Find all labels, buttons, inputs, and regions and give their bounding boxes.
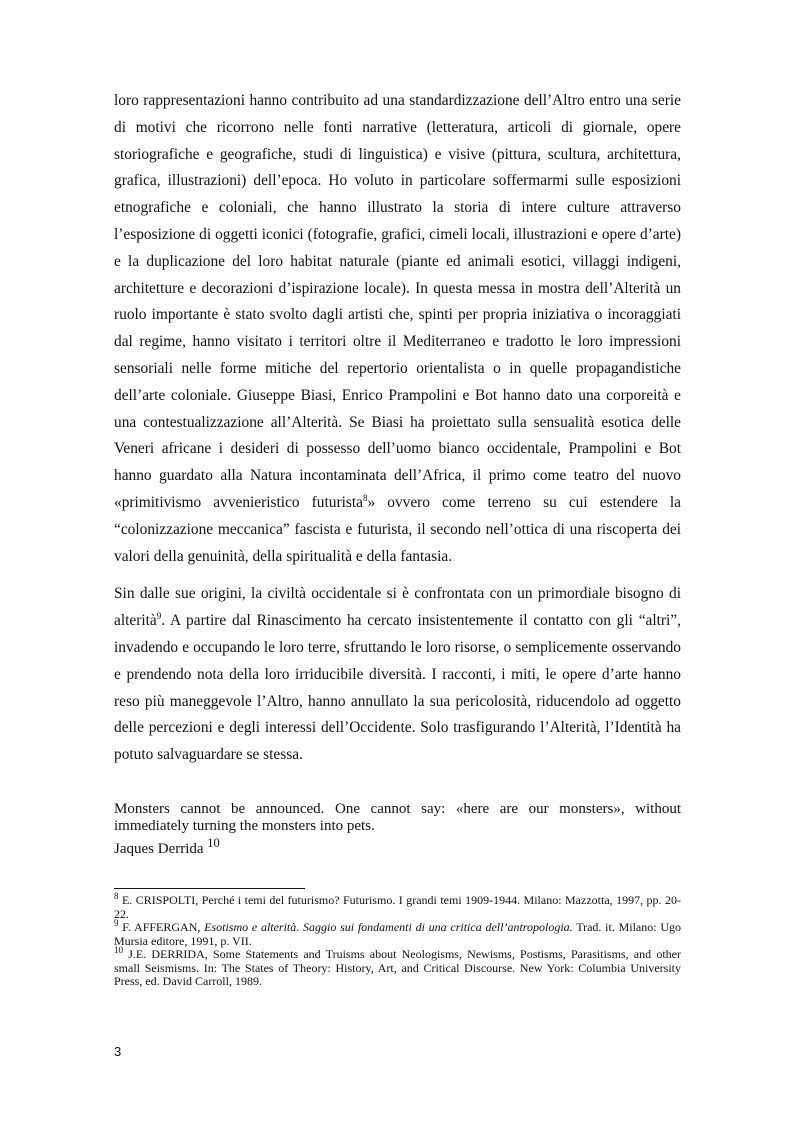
footnote-ref-8[interactable]: 8	[362, 492, 368, 503]
paragraph-text: loro rappresentazioni hanno contribuito ad una standardizzazione dell’Altro entro una serie di motivi che ricorrono nelle fonti narrative (letteratura, articoli di giornale, opere storiografiche e geografiche, studi di linguistica) e visive (pittura, scultura, architettura, grafica, illustrazioni) dell’epoca. Ho voluto in particolare soffermarmi sulle esposizioni etnografiche e coloniali, che hanno illustrato la storia di intere culture attraverso l’esposizione di oggetti iconici (fotografie, grafici, cimeli locali, illustrazioni e opere d’arte) e la duplicazione del loro habitat naturale (piante ed animali esotici, villaggi indigeni, architetture e decorazioni d’ispirazione locale). In questa messa in mostra dell’Alterità un ruolo importante è stato svolto dagli artisti che, spinti per propria iniziativa o incoraggiati dal regime, hanno visitato i territori oltre il Mediterraneo e tradotto le loro impressioni sensoriali nelle forme mitiche del repertorio orientalista o in quelle propagandistiche dell’arte coloniale. Giuseppe Biasi, Enrico Prampolini e Bot hanno dato una corporeità e una contestualizzazione all’Alterità. Se Biasi ha proiettato sulla sensualità esotica delle Veneri africane i desideri di possesso dell’uomo bianco occidentale, Prampolini e Bot hanno guardato alla Natura incontaminata dell’Africa, il primo come teatro del nuovo «primitivismo avvenieristico futurista	[114, 92, 681, 511]
footnote-book-title: Esotismo e alterità. Saggio sui fondamenti di una critica dell’antropologia.	[204, 920, 573, 935]
quote-text: Monsters cannot be announced. One cannot say: «here are our monsters», without immediately turning the monsters into pets.	[114, 800, 681, 834]
footnote-text: Trad. it. Milano: Ugo Mursia editore, 1991, p. VII.	[114, 920, 681, 948]
footnote-9	[114, 918, 681, 948]
epigraph-quote	[114, 801, 681, 858]
page-content	[114, 88, 681, 989]
page-number: 3	[114, 1044, 122, 1059]
footnote-number: 9	[114, 918, 119, 929]
footnote-ref-10[interactable]: 10	[207, 835, 220, 850]
body-paragraph-2	[114, 581, 681, 769]
paragraph-text: Sin dalle sue origini, la civiltà occidentale si è confrontata con un primordiale bisogno di alterità	[114, 585, 681, 630]
paragraph-text: » ovvero come terreno su cui estendere la “colonizzazione meccanica” fascista e futurista, il secondo nell’ottica di una riscoperta dei valori della genuinità, della spiritualità e della fantasia.	[114, 493, 682, 565]
footnote-text: F. AFFERGAN,	[118, 920, 205, 935]
footnote-text: E. CRISPOLTI, Perché i temi del futurismo? Futurismo. I grandi temi 1909-1944. Milano: Mazzotta, 1997, pp. 20-22.	[114, 892, 681, 921]
footnote-separator	[114, 888, 305, 889]
footnote-ref-9[interactable]: 9	[156, 611, 162, 622]
footnote-10	[114, 945, 681, 989]
footnote-8	[114, 890, 681, 921]
quote-author	[114, 835, 681, 858]
body-paragraph-1	[114, 88, 681, 570]
footnote-number: 8	[114, 890, 119, 901]
footnote-number: 10	[114, 945, 123, 956]
footnote-text: J.E. DERRIDA, Some Statements and Truisms about Neologisms, Newisms, Postisms, Parasitisms, and other small Seismisms. In: The States of Theory: History, Art, and Critical Discourse. New York: Columbia University Press, ed. David Carroll, 1989.	[114, 947, 681, 989]
quote-author-name: Jaques Derrida	[114, 840, 208, 857]
paragraph-text: . A partire dal Rinascimento ha cercato insistentemente il contatto con gli “altri”, invadendo e occupando le loro terre, sfruttando le loro risorse, o semplicemente osservando e prendendo nota della loro irriducibile diversità. I racconti, i miti, le opere d’arte hanno reso più maneggevole l’Altro, hanno annullato la sua pericolosità, riducendolo ad oggetto delle percezioni e degli interessi dell’Occidente. Solo trasfigurando l’Alterità, l’Identità ha potuto salvaguardare se stessa.	[114, 612, 681, 764]
